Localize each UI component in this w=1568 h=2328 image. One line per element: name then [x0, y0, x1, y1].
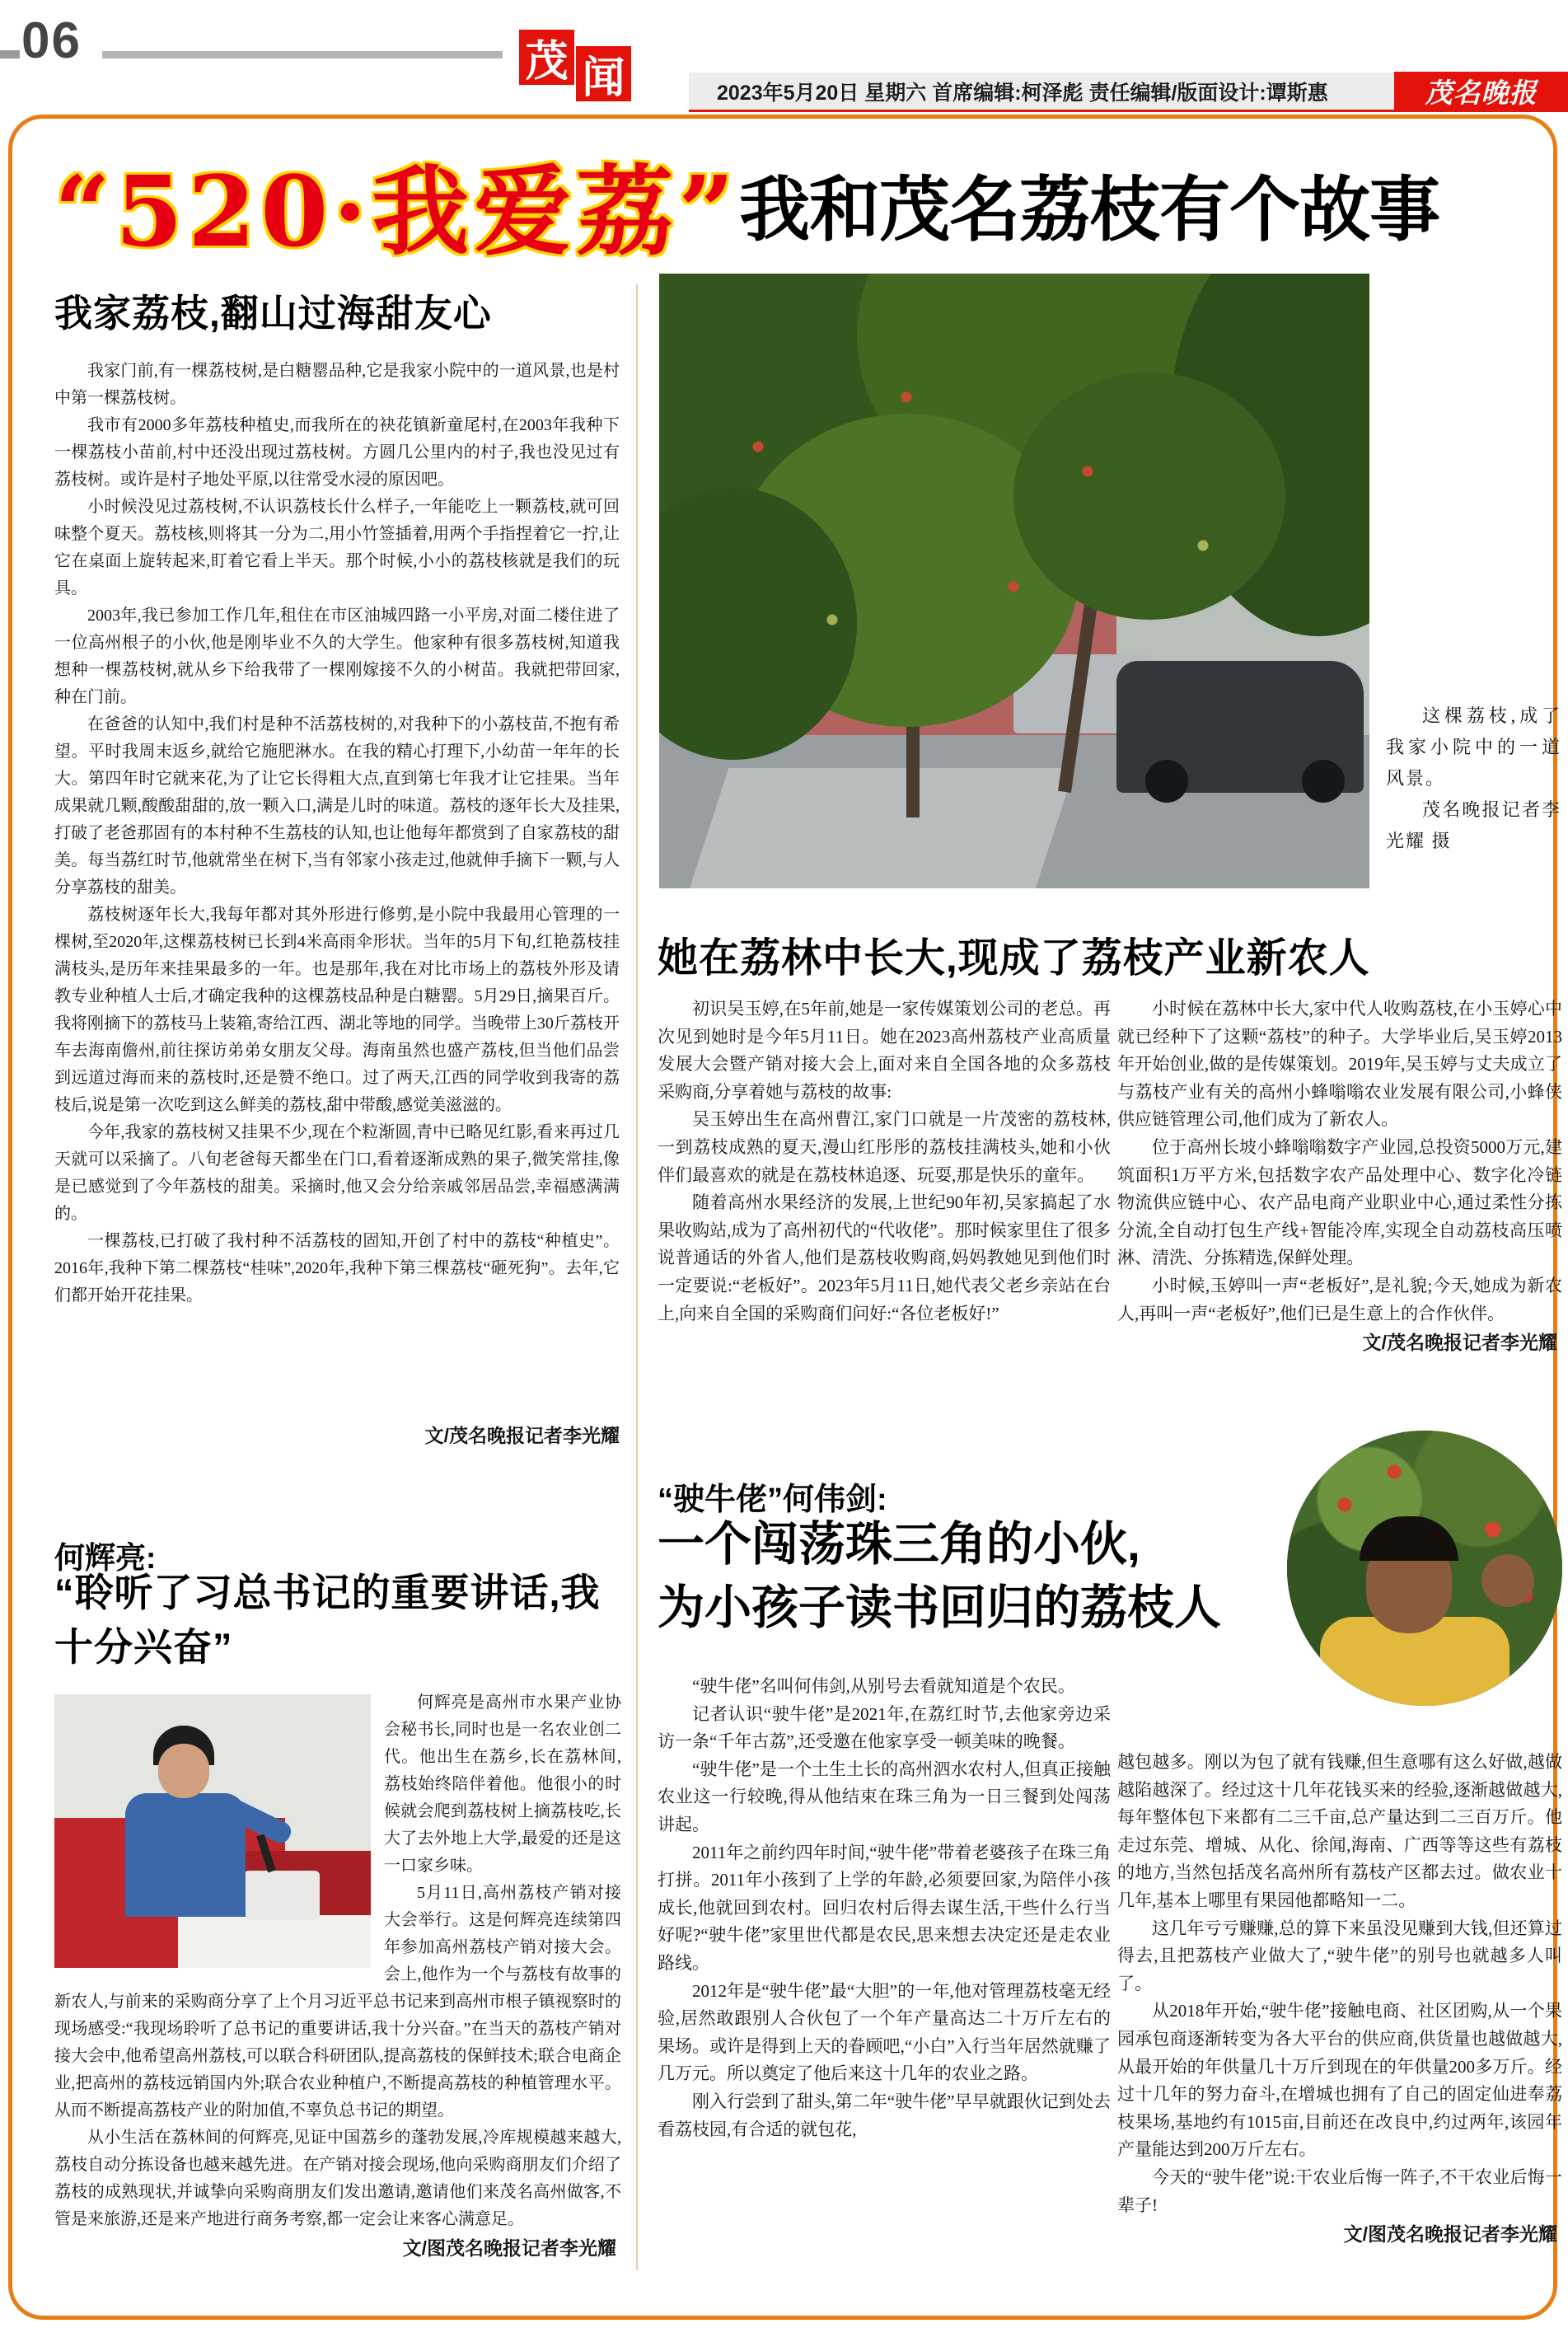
speaker-face: [158, 1744, 209, 1798]
article3-kicker: 何辉亮:: [54, 1541, 157, 1575]
article4-title-line2: 为小孩子读书回归的荔枝人: [658, 1581, 1221, 1634]
paragraph: 荔枝树逐年长大,我每年都对其外形进行修剪,是小院中我最用心管理的一棵树,至2020年,这棵荔枝树已长到4米高雨伞形状。当年的5月下旬,红艳荔枝挂满枝头,是历年来挂果最多的一年。也是那年,我在对比市场上的荔枝外形及请教专业种植人士后,才确定我种的这棵荔枝品种是白糖罂。5月29日,摘果百斤。我将刚摘下的荔枝马上装箱,寄给江西、湖北等地的同学。当晚带上30斤荔枝开车去海南儋州,前往探访弟弟女朋友父母。海南虽然也盛产荔枝,但当他们品尝到远道过海而来的荔枝时,还是赞不绝口。过了两天,江西的同学收到我寄的荔枝后,说是第一次吃到这么鲜美的荔枝,甜中带酸,感觉美滋滋的。: [54, 906, 620, 1114]
lychee-fruit-dots: [659, 274, 1369, 888]
dateline: 2023年5月20日 星期六 首席编辑:柯泽彪 责任编辑/版面设计:谭斯惠: [717, 81, 1328, 105]
paragraph: 从2018年开始,“驶牛佬”接触电商、社区团购,从一个果园承包商逐渐转变为各大平台的供应商,供货量也越做越大,从最开始的年供量几十万斤到现在的年供量200多万斤。经过十几年的努力奋斗,在增城也拥有了自己的固定仙进奉荔枝果场,基地约有1015亩,目前还在改良中,约过两年,该园年产量能达到200万斤左右。: [1117, 2001, 1562, 2160]
farmer-hand: [1481, 1554, 1534, 1607]
photo-caption: [1386, 700, 1561, 857]
speaker-table: [178, 1915, 371, 1968]
column-divider: [636, 284, 638, 2270]
paragraph: 5月11日,高州荔枝产销对接大会举行。这是何辉亮连续第四年参加高州荔枝产销对接大会。会上,他作为一个与荔枝有故事的新农人,与前来的采购商分享了上个月习近平总书记来到高州市根子镇视察时的现场感受:“我现场聆听了总书记的重要讲话,我十分兴奋。”在当天的荔枝产销对接大会中,他希望高州荔枝,可以联合科研团队,提高荔枝的保鲜技术;联合电商企业,把高州的荔枝远销国内外;联合农业种植户,不断提高荔枝的种植管理水平。从而不断提高荔枝产业的附加值,不辜负总书记的期望。: [54, 1884, 621, 2120]
masthead-text: 茂名晚报: [1425, 77, 1538, 109]
paragraph: 越包越多。刚以为包了就有钱赚,但生意哪有这么好做,越做越陷越深了。经过这十几年花钱买来的经验,逐渐越做越大,每年整体包下来都有二三千亩,总产量达到二三百万斤。他走过东莞、增城、从化、徐闻,海南、广西等等这些有荔枝的地方,当然包括茂名高州所有荔枝产区都去过。做农业十几年,基本上哪里有果园他都略知一二。: [1117, 1752, 1562, 1910]
page-number: 06: [21, 12, 82, 69]
paragraph: 一棵荔枝,已打破了我村种不活荔枝的固知,开创了村中的荔枝“种植史”。2016年,我种下第二棵荔枝“桂味”,2020年,我种下第三棵荔枝“砸死狗”。去年,它们都开始开花挂果。: [54, 1232, 620, 1305]
article1-title: 我家荔枝,翻山过海甜友心: [54, 292, 492, 335]
paragraph: 我市有2000多年荔枝种植史,而我所在的袂花镇新童尾村,在2003年我种下一棵荔枝小苗前,村中还没出现过荔枝树。方圆几公里内的村子,我也没见过有荔枝树。或许是村子地处平原,以往常受水浸的原因吧。: [54, 416, 620, 489]
paragraph: 刚入行尝到了甜头,第二年“驶牛佬”早早就跟伙记到处去看荔枝园,有合适的就包花,: [658, 2091, 1111, 2139]
article2-column1: [658, 995, 1111, 1408]
paragraph: 我家门前,有一棵荔枝树,是白糖罂品种,它是我家小院中的一道风景,也是村中第一棵荔枝树。: [54, 362, 620, 407]
article4-title: [658, 1513, 1300, 1640]
paragraph: 吴玉婷出生在高州曹江,家门口就是一片茂密的荔枝林,一到荔枝成熟的夏天,漫山红彤彤的荔枝挂满枝头,她和小伙伴们最喜欢的就是在荔枝林追逐、玩耍,那是快乐的童年。: [658, 1109, 1111, 1185]
paragraph: 小时候,玉婷叫一声“老板好”,是礼貌;今天,她成为新农人,再叫一声“老板好”,他们已是生意上的合作伙伴。: [1117, 1275, 1562, 1323]
paragraph: “驶牛佬”是一个土生土长的高州泗水农村人,但真正接触农业这一行较晚,得从他结束在珠三角为一日三餐到处闯荡讲起。: [658, 1759, 1111, 1834]
paragraph: 小时候在荔林中长大,家中代人收购荔枝,在小玉婷心中就已经种下了这颗“荔枝”的种子。大学毕业后,吴玉婷2013年开始创业,做的是传媒策划。2019年,吴玉婷与丈夫成立了与荔枝产业有关的高州小蜂嗡嗡农业发展有限公司,小蜂侠供应链管理公司,他们成为了新农人。: [1117, 999, 1562, 1130]
article2-byline: 文/茂名晚报记者李光耀: [1362, 1332, 1557, 1354]
article3-byline: 文/图茂名晚报记者李光耀: [402, 2237, 616, 2259]
article4-column1: [658, 1673, 1111, 2311]
article1-body: [54, 358, 620, 1417]
headline-slogan: “520·我爱荔”: [54, 154, 740, 265]
caption-text: 这棵荔枝,成了我家小院中的一道风景。: [1386, 705, 1561, 789]
photo-lychee-courtyard: [659, 274, 1369, 888]
headline-title: 我和茂名荔枝有个故事: [739, 171, 1440, 250]
paragraph: 初识吴玉婷,在5年前,她是一家传媒策划公司的老总。再次见到她时是今年5月11日。她在2023高州荔枝产业高质量发展大会暨产销对接大会上,面对来自全国各地的众多荔枝采购商,分享着她与荔枝的故事:: [658, 999, 1111, 1102]
photo-speaker-he-huiliang: [54, 1694, 371, 1968]
paragraph: 2012年是“驶牛佬”最“大胆”的一年,他对管理荔枝毫无经验,居然敢跟别人合伙包了一个年产量高达二十万斤左右的果场。或许是得到上天的眷顾吧,“小白”入行当年居然就赚了几万元。所以奠定了他后来这十几年的农业之路。: [658, 1980, 1111, 2084]
section-badge-mao: [519, 30, 574, 85]
article3-title: “聆听了习总书记的重要讲话,我十分兴奋”: [54, 1571, 601, 1669]
article4-column2-text: [1117, 1749, 1562, 2219]
article2-column2: [1117, 995, 1562, 1408]
main-headline: [54, 142, 1554, 265]
paragraph: “驶牛佬”名叫何伟剑,从别号去看就知道是个农民。: [692, 1676, 1075, 1696]
section-char: 茂: [525, 38, 569, 86]
paragraph: 2011年之前约四年时间,“驶牛佬”带着老婆孩子在珠三角打拼。2011年小孩到了上学的年龄,必须要回家,为陪伴小孩成长,他就回到农村。回归农村后得去谋生活,干些什么行当好呢?“驶牛佬”家里世代都是农民,思来想去决定还是走农业路线。: [658, 1842, 1111, 1973]
paragraph: 在爸爸的认知中,我们村是种不活荔枝树的,对我种下的小荔枝苗,不抱有希望。平时我周末返乡,就给它施肥淋水。在我的精心打理下,小幼苗一年年的长大。第四年时它就来花,为了让它长得粗大点,直到第七年我才让它挂果。当年成果就几颗,酸酸甜甜的,放一颗入口,满是儿时的味道。荔枝的逐年长大及挂果,打破了老爸那固有的本村种不生荔枝的认知,也让他每年都赏到了自家荔枝的甜美。每当荔红时节,他就常坐在树下,当有邻家小孩走过,他就伸手摘下一颗,与人分享荔枝的甜美。: [54, 715, 620, 897]
paragraph: 位于高州长坡小蜂嗡嗡数字产业园,总投资5000万元,建筑面积1万平方米,包括数字农产品处理中心、数字化冷链物流供应链中心、农产品电商产业职业中心,通过柔性分拣分流,全自动打包生产线+智能冷库,实现全自动荔枝高压喷淋、清洗、分拣精选,保鲜处理。: [1117, 1136, 1562, 1268]
article1-byline: 文/茂名晚报记者李光耀: [424, 1425, 620, 1446]
article2-title: 她在荔林中长大,现成了荔枝产业新农人: [658, 936, 1370, 981]
paragraph: 2003年,我已参加工作几年,租住在市区油城四路一小平房,对面二楼住进了一位高州根子的小伙,他是刚毕业不久的大学生。他家种有很多荔枝树,知道我想种一棵荔枝树,就从乡下给我带了一棵刚嫁接不久的小树苗。我就把带回家,种在门前。: [54, 607, 620, 706]
paragraph: 小时候没见过荔枝树,不认识荔枝长什么样子,一年能吃上一颗荔枝,就可回味整个夏天。荔枝核,则将其一分为二,用小竹签插着,用两个手指捏着它一拧,让它在桌面上旋转起来,盯着它看上半天。那个时候,小小的荔枝核就是我们的玩具。: [54, 498, 620, 597]
paragraph: 今年,我家的荔枝树又挂果不少,现在个粒渐圆,青中已略见红影,看来再过几天就可以采摘了。八旬老爸每天都坐在门口,看着逐渐成熟的果子,微笑常挂,像是已感觉到了今年荔枝的甜美。采摘时,他又会分给亲戚邻居品尝,幸福感满满的。: [54, 1123, 620, 1223]
caption-credit: 茂名晚报记者李光耀 摄: [1386, 799, 1561, 851]
section-badge-wen: [576, 46, 631, 101]
page-number-dash: [0, 50, 20, 59]
paragraph: 记者认识“驶牛佬”是2021年,在荔红时节,去他家旁边采访一条“千年古荔”,还受邀在他家享受一顿美味的晚餐。: [658, 1703, 1111, 1752]
paragraph: 这几年亏亏赚赚,总的算下来虽没见赚到大钱,但还算过得去,且把荔枝产业做大了,“驶牛佬”的别号也就越多人叫了。: [1117, 1918, 1562, 1993]
article3-body: [54, 1689, 621, 2276]
article2-column2-text: [1117, 995, 1562, 1328]
paragraph: 随着高州水果经济的发展,上世纪90年初,吴家搞起了水果收购站,成为了高州初代的“代收佬”。那时候家里住了很多说普通话的外省人,他们是荔枝收购商,妈妈教她见到他们时一定要说:“老板好”。2023年5月11日,她代表父老乡亲站在台上,向来自全国的采购商们问好:“各位老板好!”: [658, 1192, 1111, 1323]
article4-title-line1: 一个闯荡珠三角的小伙,: [658, 1518, 1140, 1571]
paragraph: 何辉亮是高州市水果产业协会秘书长,同时也是一名农业创二代。他出生在荔乡,长在荔林间,荔枝始终陪伴着他。他很小的时候就会爬到荔枝树上摘荔枝吃,长大了去外地上大学,最爱的还是这一口家乡味。: [384, 1693, 621, 1875]
paragraph: 从小生活在荔林间的何辉亮,见证中国荔乡的蓬勃发展,冷库规模越来越大,荔枝自动分拣设备也越来越先进。在产销对接会现场,他向采购商朋友们介绍了荔枝的成熟现状,并诚挚向采购商朋友们发出邀请,邀请他们来茂名高州做客,不管是来旅游,还是来产地进行商务考察,都一定会让来客心满意足。: [54, 2129, 621, 2228]
article4-column2: [1117, 1673, 1562, 2311]
article4-byline: 文/图茂名晚报记者李光耀: [1343, 2223, 1557, 2246]
masthead-logo: [1394, 72, 1568, 110]
section-char: 闻: [582, 54, 625, 102]
speaker-logo-board: [244, 1871, 320, 1920]
article4-kicker: “驶牛佬”何伟剑:: [658, 1483, 887, 1517]
paragraph: 今天的“驶牛佬”说:干农业后悔一阵子,不干农业后悔一辈子!: [1117, 2166, 1562, 2215]
photo-farmer-he-weijian: [1287, 1431, 1562, 1706]
page-number-rule: [102, 51, 503, 59]
